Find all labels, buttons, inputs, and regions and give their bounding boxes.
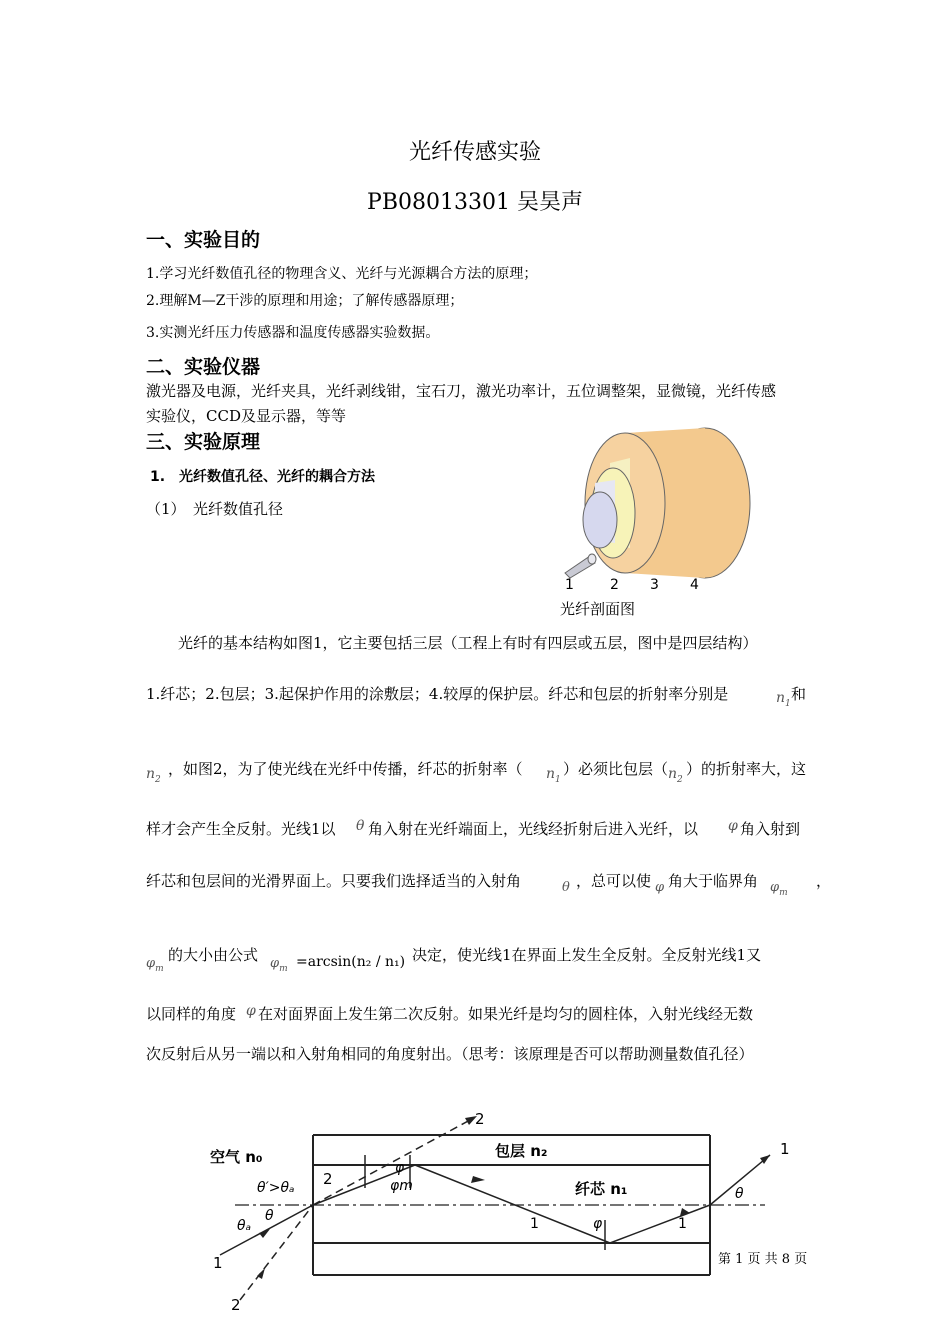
paragraph-comma: ， (816, 872, 832, 890)
ray-2-label-entry: 2 (231, 1296, 241, 1314)
theta-prime-label: θ′>θₐ (257, 1180, 295, 1196)
purpose-item-1: 1.学习光纤数值孔径的物理含义、光纤与光源耦合方法的原理； (146, 266, 538, 282)
paragraph-line-1: 光纤的基本结构如图1，它主要包括三层（工程上有时有四层或五层，图中是四层结构） (178, 634, 758, 652)
instruments-line-1: 激光器及电源，光纤夹具，光纤剥线钳，宝石刀，激光功率计，五位调整架，显微镜，光纤传感 (146, 382, 777, 400)
paragraph-line-3b: ）必须比包层（ (563, 760, 669, 778)
n1-symbol-inline: $n_1$ (546, 766, 561, 785)
ray-1-label-mid: 1 (530, 1216, 539, 1232)
fiber-layer-label-1: 1 (565, 577, 574, 593)
theta-symbol: θ (356, 818, 365, 834)
theta-a-label: θₐ (237, 1218, 252, 1234)
page-title: 光纤传感实验 (408, 140, 541, 165)
paragraph-line-3c: ）的折射率大，这 (686, 760, 807, 778)
phi-symbol-3: φ (246, 1003, 256, 1019)
paragraph-line-5a: 纤芯和包层间的光滑界面上。只要我们选择适当的入射角 (146, 872, 522, 890)
fiber-layer-label-4: 4 (690, 577, 699, 593)
purpose-item-2: 2.理解M—Z干涉的原理和用途；了解传感器原理； (146, 293, 464, 309)
air-label: 空气 n₀ (210, 1148, 263, 1166)
theta-symbol-2: θ (562, 880, 570, 895)
paragraph-line-8: 次反射后从另一端以和入射角相同的角度射出。（思考：该原理是否可以帮助测量数值孔径） (146, 1045, 754, 1063)
section-heading-principle: 三、实验原理 (146, 431, 261, 453)
phi-label-top: φ (395, 1160, 405, 1176)
n2-symbol-inline: $n_2$ (668, 766, 683, 785)
instruments-line-2: 实验仪，CCD及显示器，等等 (146, 407, 346, 425)
cladding-label: 包层 n₂ (495, 1142, 548, 1160)
theta-label-left: θ (265, 1208, 274, 1224)
subsubsection-heading: （1） 光纤数值孔径 (146, 500, 284, 518)
phi-m-symbol-2: $\varphi_m$ (146, 956, 164, 974)
phi-symbol-2: φ (655, 880, 665, 895)
paragraph-line-3a: ，如图2，为了使光线在光纤中传播，纤芯的折射率（ (168, 760, 523, 778)
ray-1-label-exit: 1 (780, 1140, 790, 1158)
page-footer: 第 1 页 共 8 页 (718, 1252, 808, 1267)
fiber-layer-label-2: 2 (610, 577, 619, 593)
section-heading-instruments: 二、实验仪器 (146, 356, 261, 378)
paragraph-line-5b: ，总可以使 (576, 872, 652, 890)
subsection-heading: 1. 光纤数值孔径、光纤的耦合方法 (150, 469, 376, 485)
phi-m-symbol-3: $\varphi_m$ (270, 956, 288, 974)
section-heading-purpose: 一、实验目的 (146, 229, 261, 251)
paragraph-line-4a: 样才会产生全反射。光线1以 (146, 820, 336, 838)
theta-label-right: θ (735, 1186, 744, 1202)
paragraph-line-4b: 角入射在光纤端面上，光线经折射后进入光纤，以 (368, 820, 699, 838)
phi-m-symbol: $\varphi_m$ (770, 880, 788, 898)
phi-m-label: φm (390, 1178, 413, 1194)
paragraph-line-6a: 的大小由公式 (168, 946, 259, 964)
ray-1-label-right: 1 (678, 1216, 687, 1232)
core-label: 纤芯 n₁ (575, 1180, 628, 1198)
paragraph-line-6b: 决定，使光线1在界面上发生全反射。全反射光线1又 (412, 946, 762, 964)
phi-label-bottom: φ (593, 1216, 603, 1232)
paragraph-line-7a: 以同样的角度 (146, 1005, 237, 1023)
phi-symbol: φ (728, 818, 738, 834)
paragraph-word-and: 和 (791, 685, 807, 703)
paragraph-line-4c: 角入射到 (740, 820, 801, 838)
fiber-layer-label-3: 3 (650, 577, 659, 593)
fiber-cross-section-figure (555, 418, 765, 598)
paragraph-line-5c: 角大于临界角 (668, 872, 759, 890)
fiber-propagation-figure (195, 1100, 815, 1315)
paragraph-line-2: 1.纤芯；2.包层；3.起保护作用的涂敷层；4.较厚的保护层。纤芯和包层的折射率分别是 (146, 685, 729, 703)
ray-2-label-exit: 2 (475, 1110, 485, 1128)
author-line: PB08013301 吴昊声 (367, 190, 583, 215)
n1-symbol: $n_1$ (776, 690, 791, 709)
n2-symbol: $n_2$ (146, 766, 161, 785)
formula: =arcsin(n₂ / n₁) (296, 954, 406, 970)
ray-2-label-inner: 2 (323, 1170, 333, 1188)
ray-1-label-entry: 1 (213, 1254, 223, 1272)
figure-caption: 光纤剖面图 (560, 600, 636, 618)
paragraph-line-7b: 在对面界面上发生第二次反射。如果光纤是均匀的圆柱体，入射光线经无数 (258, 1005, 754, 1023)
purpose-item-3: 3.实测光纤压力传感器和温度传感器实验数据。 (146, 325, 440, 341)
